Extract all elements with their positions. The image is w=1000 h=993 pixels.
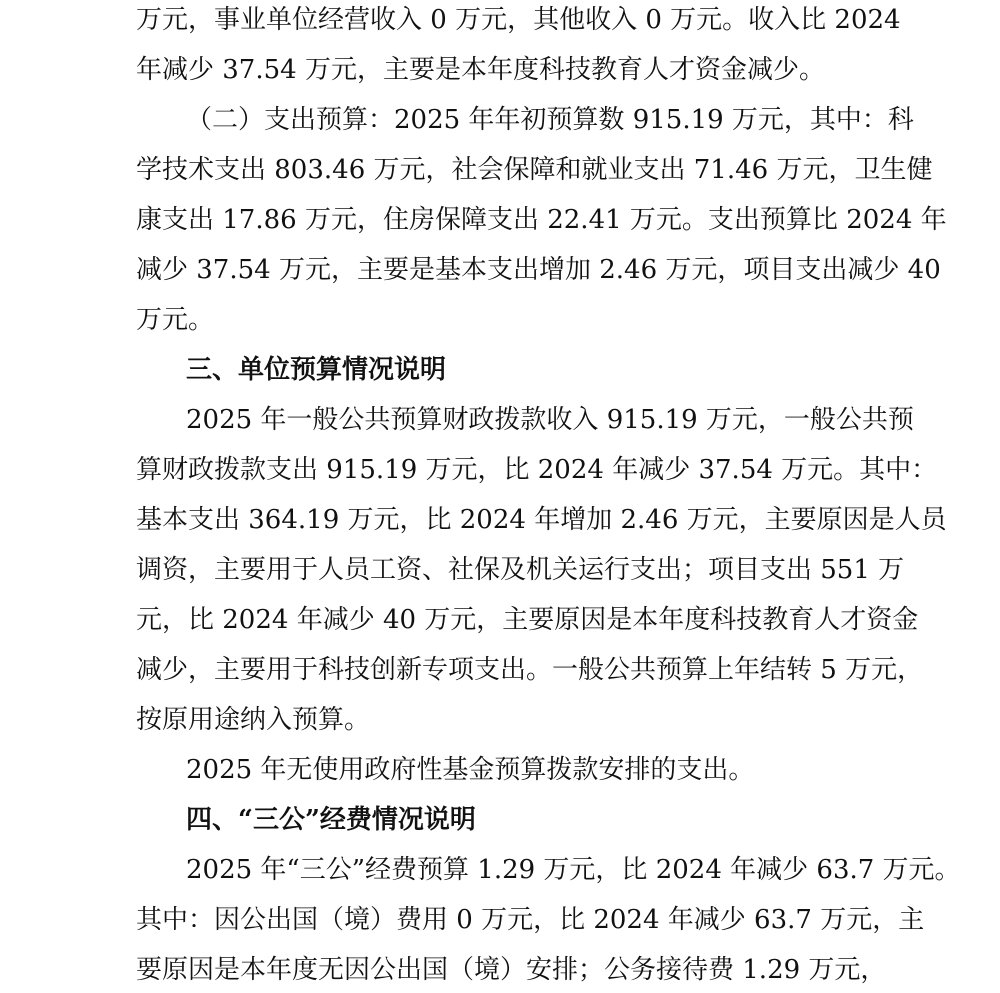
paragraph-line: 万元。	[136, 305, 215, 335]
paragraph-line: 减少 37.54 万元，主要是基本支出增加 2.46 万元，项目支出减少 40	[136, 255, 941, 285]
paragraph-line: 元，比 2024 年减少 40 万元，主要原因是本年度科技教育人才资金	[136, 605, 919, 635]
paragraph-line: 万元，事业单位经营收入 0 万元，其他收入 0 万元。收入比 2024	[136, 5, 901, 35]
paragraph-line: 要原因是本年度无因公出国（境）安排；公务接待费 1.29 万元，	[136, 955, 887, 985]
paragraph-line: 2025 年无使用政府性基金预算拨款安排的支出。	[186, 755, 755, 785]
paragraph-line: 减少，主要用于科技创新专项支出。一般公共预算上年结转 5 万元，	[136, 655, 924, 685]
paragraph-line: 2025 年“三公”经费预算 1.29 万元，比 2024 年减少 63.7 万元。	[186, 855, 961, 885]
paragraph-line: 算财政拨款支出 915.19 万元，比 2024 年减少 37.54 万元。其中：	[136, 455, 938, 485]
paragraph-line: （二）支出预算：2025 年年初预算数 915.19 万元，其中：科	[186, 105, 914, 135]
paragraph-line: 基本支出 364.19 万元，比 2024 年增加 2.46 万元，主要原因是人员	[136, 505, 947, 535]
paragraph-line: 其中：因公出国（境）费用 0 万元，比 2024 年减少 63.7 万元，主	[136, 905, 925, 935]
paragraph-line: 年减少 37.54 万元，主要是本年度科技教育人才资金减少。	[136, 55, 825, 85]
paragraph-line: 学技术支出 803.46 万元，社会保障和就业支出 71.46 万元，卫生健	[136, 155, 933, 185]
paragraph-line: 调资，主要用于人员工资、社保及机关运行支出；项目支出 551 万	[136, 555, 905, 585]
paragraph-line: 2025 年一般公共预算财政拨款收入 915.19 万元，一般公共预	[186, 405, 914, 435]
paragraph-line: 康支出 17.86 万元，住房保障支出 22.41 万元。支出预算比 2024 年	[136, 205, 947, 235]
paragraph-line: 按原用途纳入预算。	[136, 705, 371, 735]
section-heading: 三、单位预算情况说明	[186, 355, 447, 385]
section-heading: 四、“三公”经费情况说明	[186, 805, 476, 835]
